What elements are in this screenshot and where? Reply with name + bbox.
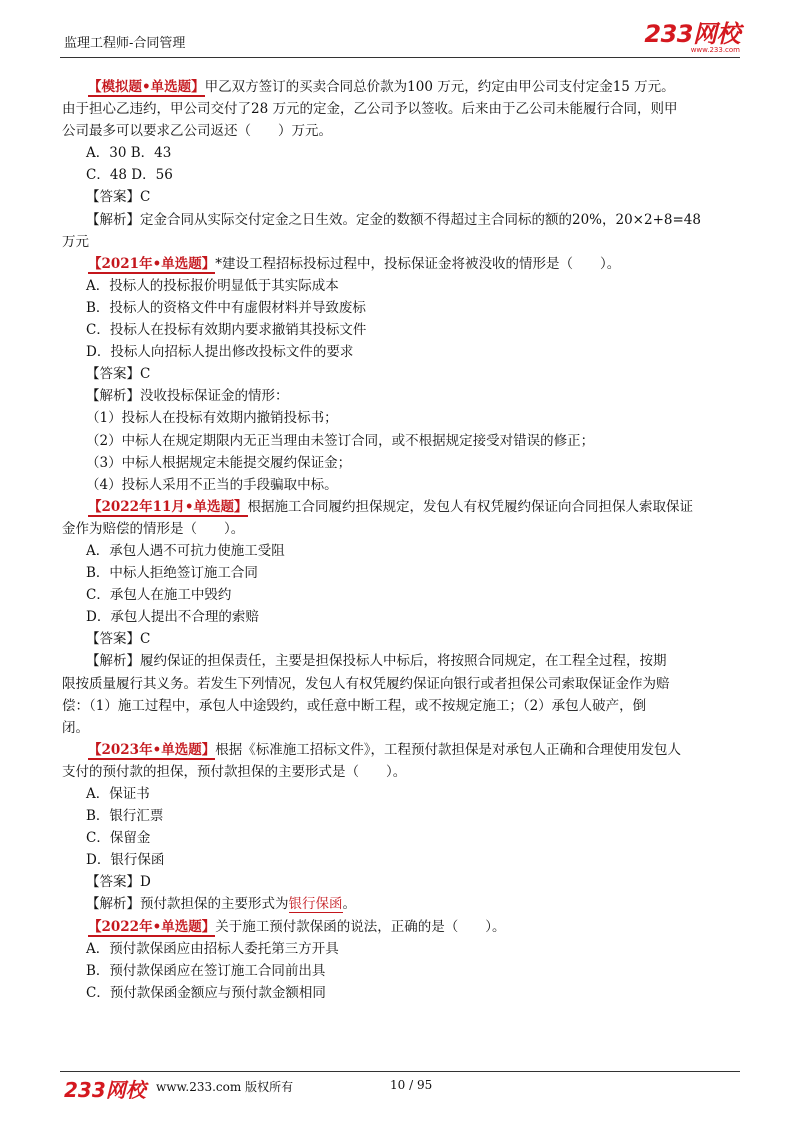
q1-tag: 【模拟题•单选题】 <box>88 79 205 95</box>
q4-analysis-highlight: 银行保函 <box>288 896 343 913</box>
q2-analysis-head: 【解析】没收投标保证金的情形： <box>86 388 289 405</box>
q2-option-d: D．投标人向招标人提出修改投标文件的要求 <box>86 344 354 361</box>
q4-option-d: D．银行保函 <box>86 852 165 869</box>
q3-analysis-2: 限按质量履行其义务。若发生下列情况，发包人有权凭履约保证向银行或者担保公司索取保证金作为赔 <box>62 675 670 692</box>
q1-stem-line-1 <box>62 76 738 98</box>
q2-option-b: B．投标人的资格文件中有虚假材料并导致废标 <box>86 299 366 316</box>
q2-tag: 【2021年•单选题】 <box>88 255 216 272</box>
q5-stem: 关于施工预付款保函的说法，正确的是（ ）。 <box>215 918 506 935</box>
q2-option-a: A．投标人的投标报价明显低于其实际成本 <box>86 277 339 294</box>
q2-option-c: C．投标人在投标有效期内要求撤销其投标文件 <box>86 322 367 339</box>
q3-tag: 【2022年11月•单选题】 <box>88 498 248 515</box>
q3-stem-line-1 <box>62 496 738 518</box>
q5-stem-line <box>62 916 738 938</box>
q5-option-a: A．预付款保函应由招标人委托第三方开具 <box>86 940 339 957</box>
q4-option-c: C．保留金 <box>86 830 151 847</box>
q1-stem-line-3: 公司最多可以要求乙公司返还（ ）万元。 <box>62 123 332 140</box>
q4-analysis-post: 。 <box>342 896 356 913</box>
q3-option-b: B．中标人拒绝签订施工合同 <box>86 565 258 582</box>
q3-option-a: A．承包人遇不可抗力使施工受阻 <box>86 542 285 559</box>
q4-stem-line-2: 支付的预付款的担保，预付款担保的主要形式是（ ）。 <box>62 763 407 780</box>
q1-stem-line-2: 由于担心乙违约，甲公司交付了28 万元的定金，乙公司予以签收。后来由于乙公司未能履行合同，则甲 <box>62 101 678 118</box>
q1-stem-1: 甲乙双方签订的买卖合同总价款为100 万元，约定由甲公司支付定金15 万元。 <box>204 79 675 95</box>
q1-options-cd: C．48 D．56 <box>86 167 173 184</box>
footer-logo: 233网校 <box>64 1078 146 1102</box>
q1-analysis-2: 万元 <box>62 233 89 250</box>
logo-url: www.233.com <box>690 46 740 54</box>
q3-stem-line-2: 金作为赔偿的情形是（ ）。 <box>62 520 245 537</box>
q4-option-a: A．保证书 <box>86 786 150 802</box>
q5-option-b: B．预付款保函应在签订施工合同前出具 <box>86 962 326 979</box>
q4-option-b: B．银行汇票 <box>86 808 164 825</box>
logo-text: 233网校 <box>644 20 740 48</box>
q3-analysis-4: 闭。 <box>62 719 89 736</box>
page-footer <box>60 1074 740 1100</box>
footer-divider <box>60 1071 740 1072</box>
q4-tag: 【2023年•单选题】 <box>88 741 216 758</box>
q3-option-d: D．承包人提出不合理的索赔 <box>86 609 259 626</box>
q4-stem-line-1 <box>62 739 738 761</box>
q4-stem-1: 根据《标准施工招标文件》，工程预付款担保是对承包人正确和合理使用发包人 <box>215 741 681 758</box>
q3-stem-1: 根据施工合同履约担保规定，发包人有权凭履约保证向合同担保人索取保证 <box>247 498 693 515</box>
brand-logo <box>644 22 740 54</box>
q3-analysis-1: 【解析】履约保证的担保责任，主要是担保投标人中标后，将按照合同规定，在工程全过程，按期 <box>86 653 667 670</box>
page-number: 10 / 95 <box>390 1078 433 1092</box>
q1-options-ab: A．30 B．43 <box>86 145 172 162</box>
header-divider <box>60 57 740 58</box>
q3-option-c: C．承包人在施工中毁约 <box>86 587 232 604</box>
document-body <box>62 76 738 1004</box>
q4-analysis-pre: 【解析】预付款担保的主要形式为 <box>86 896 289 913</box>
q2-stem-line <box>62 253 738 275</box>
page-header <box>60 22 740 56</box>
q5-tag: 【2022年•单选题】 <box>88 918 216 935</box>
q2-answer: 【答案】C <box>86 366 151 383</box>
header-title: 监理工程师-合同管理 <box>64 36 186 51</box>
q2-analysis-item-1: （1）投标人在投标有效期内撤销投标书； <box>86 410 338 427</box>
q4-answer: 【答案】D <box>86 874 151 891</box>
q3-analysis-3: 偿：（1）施工过程中，承包人中途毁约，或任意中断工程，或不按规定施工；（2）承包人破产，倒 <box>62 697 647 714</box>
q5-option-c: C．预付款保函金额应与预付款金额相同 <box>86 984 326 1001</box>
q2-analysis-item-4: （4）投标人采用不正当的手段骗取中标。 <box>86 476 338 493</box>
q1-answer: 【答案】C <box>86 189 151 206</box>
footer-copyright: www.233.com 版权所有 <box>156 1080 294 1094</box>
q2-stem: *建设工程招标投标过程中，投标保证金将被没收的情形是（ ）。 <box>215 255 621 272</box>
q2-analysis-item-3: （3）中标人根据规定未能提交履约保证金； <box>86 454 352 471</box>
q2-analysis-item-2: （2）中标人在规定期限内无正当理由未签订合同，或不根据规定接受对错误的修正； <box>86 432 595 449</box>
q1-analysis-1: 【解析】定金合同从实际交付定金之日生效。定金的数额不得超过主合同标的额的20%，20×2+8=48 <box>86 211 701 228</box>
q4-analysis <box>62 893 738 915</box>
q3-answer: 【答案】C <box>86 631 151 648</box>
